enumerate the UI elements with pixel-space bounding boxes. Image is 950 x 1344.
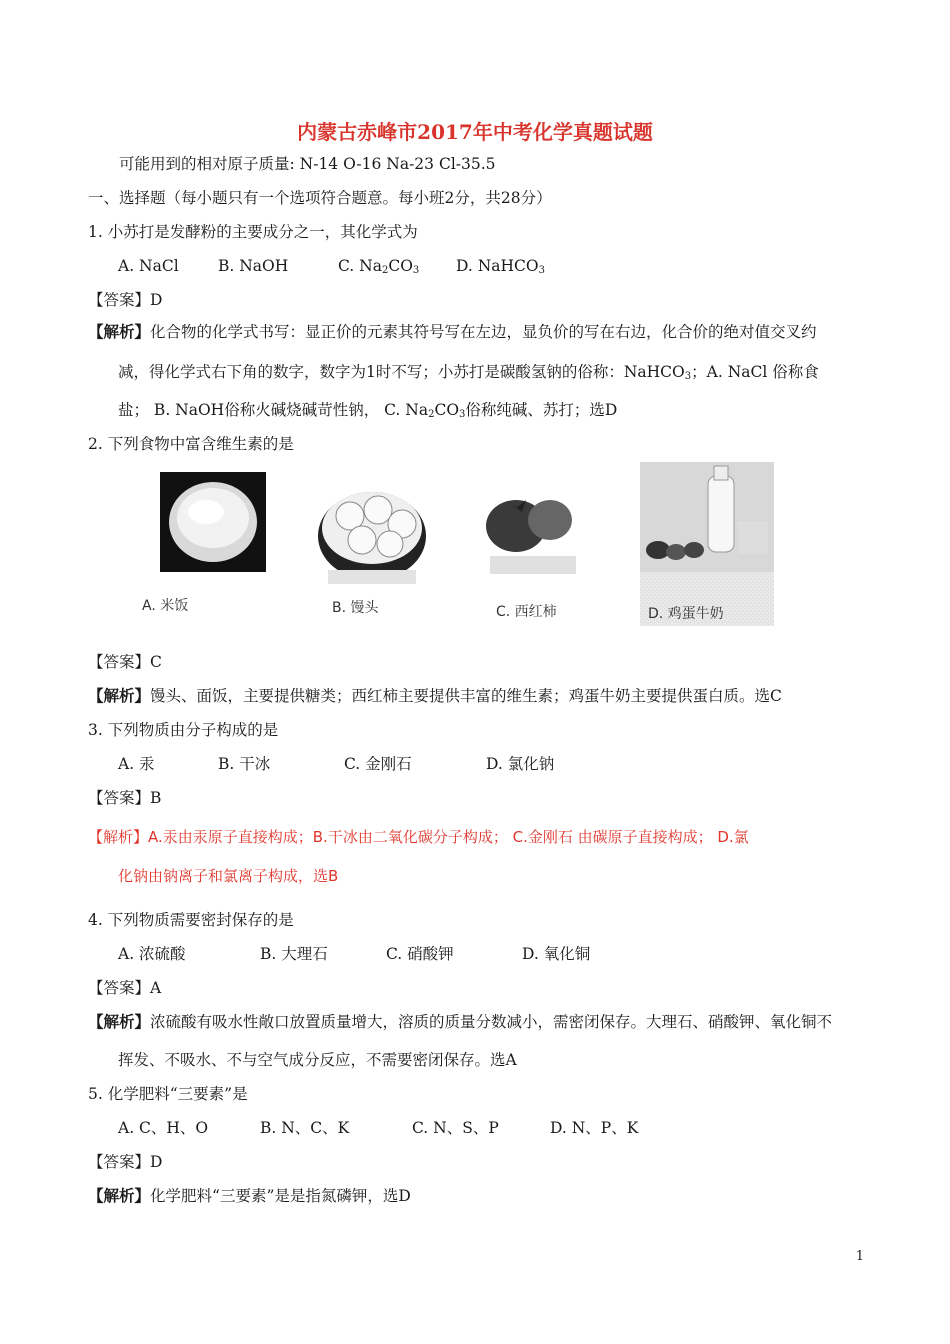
question-1-explanation-line1: 【解析】化合物的化学式书写：显正价的元素其符号写在左边，显负价的写在右边，化合价的绝对值交叉约 — [88, 322, 817, 341]
egg-milk-image — [640, 462, 774, 626]
question-4-answer: 【答案】A — [88, 979, 162, 997]
option-b: B. 大理石 — [260, 945, 328, 963]
option-b: B. NaOH — [218, 257, 289, 275]
question-1-explanation-line2: 减，得化学式右下角的数字，数字为1时不写；小苏打是碳酸氢钠的俗称：NaHCO$_3$；A. NaCl 俗称食 — [118, 363, 819, 382]
option-a: A. 汞 — [118, 755, 155, 773]
option-c: C. 金刚石 — [344, 755, 412, 773]
question-1-answer: 【答案】D — [88, 291, 163, 309]
option-c: C. N、S、P — [412, 1119, 499, 1137]
page-number: 1 — [855, 1249, 864, 1264]
section-heading: 一、选择题（每小题只有一个选项符合题意。每小班2分，共28分） — [88, 189, 552, 207]
option-d: D. N、P、K — [550, 1119, 639, 1137]
caption-d: D. 鸡蛋牛奶 — [648, 606, 724, 622]
question-2-stem: 2. 下列食物中富含维生素的是 — [88, 435, 294, 453]
question-3-answer: 【答案】B — [88, 789, 162, 807]
option-d: D. 氧化铜 — [522, 945, 591, 963]
option-b: B. 干冰 — [218, 755, 271, 773]
question-5-answer: 【答案】D — [88, 1153, 163, 1171]
question-5-stem: 5. 化学肥料“三要素”是 — [88, 1085, 248, 1103]
question-3-options — [118, 754, 554, 774]
question-3-stem: 3. 下列物质由分子构成的是 — [88, 721, 279, 739]
question-4-explanation-line2: 挥发、不吸水、不与空气成分反应，不需要密闭保存。选A — [118, 1051, 517, 1069]
question-5-options — [118, 1118, 638, 1138]
question-1-stem: 1. 小苏打是发酵粉的主要成分之一，其化学式为 — [88, 223, 418, 241]
page-title: 内蒙古赤峰市2017年中考化学真题试题 — [297, 120, 653, 144]
atomic-mass-note: 可能用到的相对原子质量: N-14 O-16 Na-23 Cl-35.5 — [119, 155, 496, 173]
option-d: D. NaHCO$_3$ — [456, 257, 545, 276]
tomato-image — [486, 500, 576, 574]
option-d: D. 氯化钠 — [486, 755, 555, 773]
option-b: B. N、C、K — [260, 1119, 350, 1137]
question-1-explanation-line3: 盐； B. NaOH俗称火碱烧碱苛性钠， C. $Na_2CO_3$俗称纯碱、苏打；选D — [118, 401, 618, 420]
question-4-stem: 4. 下列物质需要密封保存的是 — [88, 911, 294, 929]
option-c: C. 硝酸钾 — [386, 945, 454, 963]
question-5-explanation: 【解析】化学肥料“三要素”是是指氮磷钾，选D — [88, 1186, 411, 1205]
question-2-explanation: 【解析】馒头、面饭，主要提供糖类；西红柿主要提供丰富的维生素；鸡蛋牛奶主要提供蛋白质。选C — [88, 686, 782, 705]
food-illustration — [118, 462, 774, 626]
option-a: A. NaCl — [118, 257, 179, 275]
caption-b: B. 馒头 — [332, 600, 379, 616]
caption-a: A. 米饭 — [142, 598, 189, 614]
option-a: A. C、H、O — [118, 1119, 209, 1137]
rice-image — [160, 472, 266, 572]
buns-image — [318, 492, 426, 584]
question-3-explanation-line2: 化钠由钠离子和氯离子构成，选B — [118, 867, 339, 885]
caption-c: C. 西红柿 — [496, 604, 557, 620]
question-4-options — [118, 944, 590, 964]
question-1-options — [118, 256, 545, 281]
question-4-explanation-line1: 【解析】浓硫酸有吸水性敞口放置质量增大，溶质的质量分数减小，需密闭保存。大理石、硝酸钾、氧化铜不 — [88, 1012, 833, 1031]
question-2-answer: 【答案】C — [88, 653, 162, 671]
question-3-explanation-line1: 【解析】A.汞由汞原子直接构成；B.干冰由二氧化碳分子构成； C.金刚石 由碳原子直接构成； D.氯 — [88, 828, 749, 846]
option-a: A. 浓硫酸 — [118, 945, 186, 963]
option-c: C. $Na_2CO_3$ — [338, 257, 420, 276]
food-images — [118, 462, 774, 626]
